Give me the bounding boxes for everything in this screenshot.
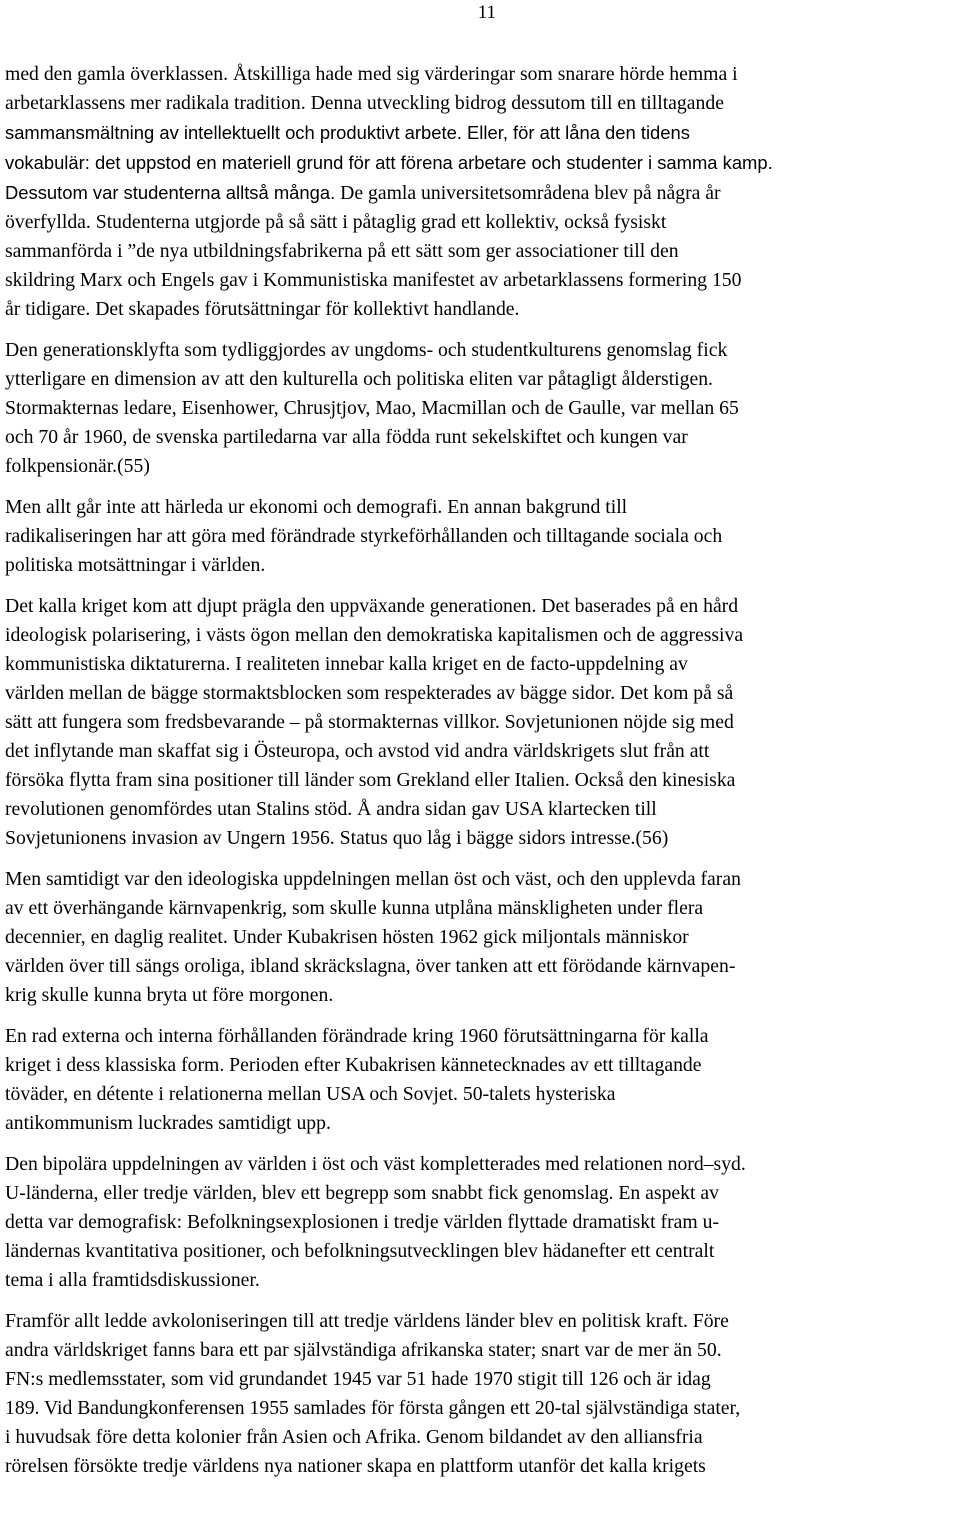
text-line bbox=[5, 981, 957, 1010]
text-run: världen mellan de bägge stormaktsblocken som respekterades av bägge sidor. Det kom på så bbox=[5, 682, 734, 704]
text-run: tema i alla framtidsdiskussioner. bbox=[5, 1269, 260, 1291]
text-run: skildring Marx och Engels gav i Kommunistiska manifestet av arbetarklassens formering 150 bbox=[5, 269, 742, 291]
text-run: världen över till sängs oroliga, ibland skräckslagna, över tanken att ett förödande kärnvapen- bbox=[5, 955, 736, 977]
text-run: arbetarklassens mer radikala tradition. Denna utveckling bidrog dessutom till en tilltagande bbox=[5, 92, 724, 114]
text-run: ytterligare en dimension av att den kulturella och politiska eliten var påtagligt ålderstigen. bbox=[5, 368, 713, 390]
text-run: Sovjetunionens invasion av Ungern 1956. Status quo låg i bägge sidors intresse.(56) bbox=[5, 827, 669, 849]
text-run: ideologisk polarisering, i västs ögon mellan den demokratiska kapitalismen och de aggressiva bbox=[5, 624, 744, 646]
text-run: sammansmältning av intellektuellt och produktivt arbete. Eller, för att låna den tidens bbox=[5, 122, 690, 143]
text-line bbox=[5, 148, 957, 178]
text-run: av ett överhängande kärnvapenkrig, som skulle kunna utplåna mänskligheten under flera bbox=[5, 897, 704, 919]
text-run: Den generationsklyfta som tydliggjordes av ungdoms- och studentkulturens genomslag fick bbox=[5, 339, 728, 361]
paragraph bbox=[5, 1150, 957, 1295]
text-line bbox=[5, 737, 957, 766]
text-line bbox=[5, 1080, 957, 1109]
body-text bbox=[5, 60, 957, 1493]
text-run: sammanförda i ”de nya utbildningsfabrikerna på ett sätt som ger associationer till den bbox=[5, 240, 679, 262]
text-run: kommunistiska diktaturerna. I realiteten innebar kalla kriget en de facto-uppdelning av bbox=[5, 653, 688, 675]
text-line bbox=[5, 1109, 957, 1138]
text-run: folkpensionär.(55) bbox=[5, 455, 150, 477]
text-line bbox=[5, 89, 957, 118]
text-line bbox=[5, 865, 957, 894]
text-line bbox=[5, 60, 957, 89]
text-line bbox=[5, 592, 957, 621]
text-run: i huvudsak före detta kolonier från Asien och Afrika. Genom bildandet av den alliansfria bbox=[5, 1426, 703, 1448]
text-line bbox=[5, 1336, 957, 1365]
text-run: överfyllda. Studenterna utgjorde på så sätt i påtaglig grad ett kollektiv, också fysiskt bbox=[5, 211, 667, 233]
text-line bbox=[5, 766, 957, 795]
text-run: U-länderna, eller tredje världen, blev ett begrepp som snabbt fick genomslag. En aspekt av bbox=[5, 1182, 719, 1204]
text-line bbox=[5, 1179, 957, 1208]
text-line bbox=[5, 894, 957, 923]
paragraph bbox=[5, 1307, 957, 1481]
text-line bbox=[5, 952, 957, 981]
text-line bbox=[5, 237, 957, 266]
text-line bbox=[5, 1307, 957, 1336]
text-run: det inflytande man skaffat sig i Östeuropa, och avstod vid andra världskrigets slut från att bbox=[5, 740, 710, 762]
text-line bbox=[5, 266, 957, 295]
paragraph bbox=[5, 60, 957, 324]
text-line bbox=[5, 1237, 957, 1266]
text-line bbox=[5, 551, 957, 580]
text-line bbox=[5, 1051, 957, 1080]
text-line bbox=[5, 493, 957, 522]
text-run: med den gamla överklassen. Åtskilliga hade med sig värderingar som snarare hörde hemma i bbox=[5, 63, 738, 85]
text-run: krig skulle kunna bryta ut före morgonen. bbox=[5, 984, 334, 1006]
text-run: försöka flytta fram sina positioner till länder som Grekland eller Italien. Också den kinesiska bbox=[5, 769, 736, 791]
text-line bbox=[5, 708, 957, 737]
text-run: vokabulär: det uppstod en materiell grund för att förena arbetare och studenter i samma kamp. bbox=[5, 152, 773, 173]
text-line bbox=[5, 423, 957, 452]
text-line bbox=[5, 1208, 957, 1237]
text-run: Det kalla kriget kom att djupt prägla den uppväxande generationen. Det baserades på en hård bbox=[5, 595, 739, 617]
text-line bbox=[5, 1394, 957, 1423]
text-line bbox=[5, 522, 957, 551]
text-run: år tidigare. Det skapades förutsättningar för kollektivt handlande. bbox=[5, 298, 520, 320]
text-line bbox=[5, 1452, 957, 1481]
text-line bbox=[5, 923, 957, 952]
text-run: sätt att fungera som fredsbevarande – på stormakternas villkor. Sovjetunionen nöjde sig med bbox=[5, 711, 734, 733]
text-run: Stormakternas ledare, Eisenhower, Chrusjtjov, Mao, Macmillan och de Gaulle, var mellan 65 bbox=[5, 397, 739, 419]
text-run: 189. Vid Bandungkonferensen 1955 samlades för första gången ett 20-tal självständiga stater, bbox=[5, 1397, 741, 1419]
text-run: Framför allt ledde avkoloniseringen till att tredje världens länder blev en politisk kraft. Före bbox=[5, 1310, 729, 1332]
text-run: antikommunism luckrades samtidigt upp. bbox=[5, 1112, 331, 1134]
text-run: De gamla universitetsområdena blev på några år bbox=[335, 182, 721, 204]
text-line bbox=[5, 452, 957, 481]
text-run: Dessutom var studenterna alltså många. bbox=[5, 182, 336, 203]
text-line bbox=[5, 824, 957, 853]
text-run: kriget i dess klassiska form. Perioden efter Kubakrisen kännetecknades av ett tilltagande bbox=[5, 1054, 702, 1076]
text-run: radikaliseringen har att göra med förändrade styrkeförhållanden och tilltagande sociala och bbox=[5, 525, 723, 547]
text-run: Men samtidigt var den ideologiska uppdelningen mellan öst och väst, och den upplevda faran bbox=[5, 868, 741, 890]
text-run: ländernas kvantitativa positioner, och befolkningsutvecklingen blev hädanefter ett centralt bbox=[5, 1240, 715, 1262]
text-line bbox=[5, 1266, 957, 1295]
text-run: revolutionen genomfördes utan Stalins stöd. Å andra sidan gav USA klartecken till bbox=[5, 798, 657, 820]
text-run: Den bipolära uppdelningen av världen i öst och väst kompletterades med relationen nord–syd. bbox=[5, 1153, 746, 1175]
text-line bbox=[5, 178, 957, 208]
text-line bbox=[5, 650, 957, 679]
text-line bbox=[5, 394, 957, 423]
text-line bbox=[5, 621, 957, 650]
paragraph bbox=[5, 592, 957, 853]
text-run: detta var demografisk: Befolkningsexplosionen i tredje världen flyttade dramatiskt fram u- bbox=[5, 1211, 719, 1233]
text-line bbox=[5, 118, 957, 148]
text-line bbox=[5, 1022, 957, 1051]
text-line bbox=[5, 336, 957, 365]
text-run: En rad externa och interna förhållanden förändrade kring 1960 förutsättningarna för kalla bbox=[5, 1025, 709, 1047]
text-line bbox=[5, 1423, 957, 1452]
text-line bbox=[5, 679, 957, 708]
paragraph bbox=[5, 493, 957, 580]
text-line bbox=[5, 365, 957, 394]
text-line bbox=[5, 795, 957, 824]
text-run: FN:s medlemsstater, som vid grundandet 1945 var 51 hade 1970 stigit till 126 och är idag bbox=[5, 1368, 711, 1390]
text-line bbox=[5, 1150, 957, 1179]
text-run: och 70 år 1960, de svenska partiledarna var alla födda runt sekelskiftet och kungen var bbox=[5, 426, 688, 448]
page-number: 11 bbox=[477, 2, 496, 23]
text-run: andra världskriget fanns bara ett par självständiga afrikanska stater; snart var de mer än 50. bbox=[5, 1339, 722, 1361]
text-run: decennier, en daglig realitet. Under Kubakrisen hösten 1962 gick miljontals människor bbox=[5, 926, 689, 948]
text-run: töväder, en détente i relationerna mellan USA och Sovjet. 50-talets hysteriska bbox=[5, 1083, 616, 1105]
paragraph bbox=[5, 865, 957, 1010]
paragraph bbox=[5, 1022, 957, 1138]
text-run: Men allt går inte att härleda ur ekonomi och demografi. En annan bakgrund till bbox=[5, 496, 628, 518]
text-run: politiska motsättningar i världen. bbox=[5, 554, 266, 576]
text-run: rörelsen försökte tredje världens nya nationer skapa en plattform utanför det kalla krigets bbox=[5, 1455, 706, 1477]
paragraph bbox=[5, 336, 957, 481]
text-line bbox=[5, 208, 957, 237]
text-line bbox=[5, 295, 957, 324]
text-line bbox=[5, 1365, 957, 1394]
